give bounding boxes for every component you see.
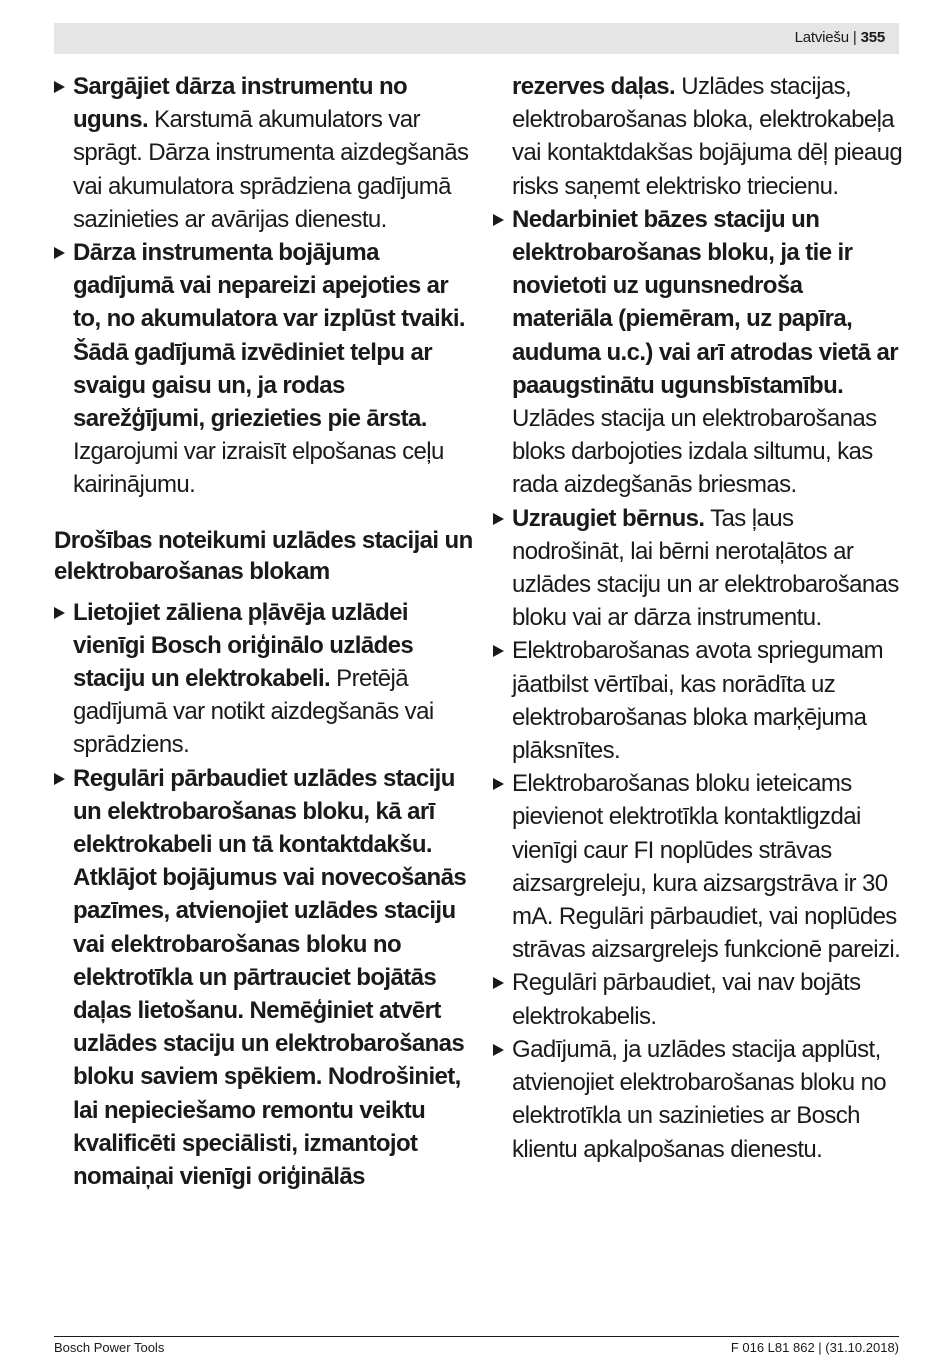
header-text (795, 29, 885, 46)
item-bold-text: Nedarbiniet bāzes staciju un elektrobarošanas bloku, ja tie ir novietoti uz ugunsnedroša materiāla (piemēram, uz papīra, auduma u.c.) vai arī atrodas vietā ar paaugstinātu ugunsbīstamību. (512, 205, 898, 399)
bullet-triangle-icon (493, 214, 504, 226)
bullet-triangle-icon (54, 773, 65, 785)
item-bold-text: Uzraugiet bērnus. (512, 504, 705, 532)
bullet-triangle-icon (54, 81, 65, 93)
safety-item (493, 203, 903, 502)
safety-item (54, 236, 474, 502)
bullet-triangle-icon (493, 513, 504, 525)
item-text: Regulāri pārbaudiet, vai nav bojāts elektrokabelis. (512, 969, 861, 1030)
safety-item (493, 502, 903, 635)
bullet-triangle-icon (493, 977, 504, 989)
item-text: Elektrobarošanas bloku ieteicams pievienot elektrotīkla kontaktligzdai vienīgi caur FI noplūdes strāvas aizsargreleju, kura aizsargstrāva ir 30 mA. Regulāri pārbaudiet, vai noplūdes strāvas aizsargrelejs funkcionē pareizi. (512, 770, 901, 964)
item-text: Izgarojumi var izraisīt elpošanas ceļu kairinājumu. (73, 438, 444, 499)
section-heading: Drošības noteikumi uzlādes stacijai un elektrobarošanas blokam (54, 526, 473, 585)
footer-brand: Bosch Power Tools (54, 1340, 165, 1355)
right-column (493, 70, 903, 1166)
item-bold-text: Regulāri pārbaudiet uzlādes staciju un elektrobarošanas bloku, kā arī elektrokabeli un tā kontaktdakšu. Atklājot bojājumus vai novecošanās pazīmes, atvienojiet uzlādes staciju vai elektrobarošanas bloku no elektrotīkla un pārtrauciet bojātās daļas lietošanu. Nemēģiniet atvērt uzlādes staciju un elektrobarošanas bloku saviem spēkiem. Nodrošiniet, lai nepieciešamo remontu veiktu kvalificēti speciālisti, izmantojot nomaiņai vienīgi oriģinālās (73, 764, 467, 1191)
safety-item (54, 596, 474, 762)
item-bold-text: Sargājiet dārza instrumentu no uguns. (73, 73, 408, 134)
footer-divider (54, 1336, 899, 1337)
item-text: Karstumā akumulators var sprāgt. Dārza instrumenta aizdegšanās vai akumulatora sprādziena gadījumā sazinieties ar avārijas dienestu. (73, 106, 469, 233)
page-number: 355 (860, 29, 885, 46)
item-text: Uzlādes stacija un elektrobarošanas bloks darbojoties izdala siltumu, kas rada aizdegšanās briesmas. (512, 405, 877, 499)
item-bold-text: Dārza instrumenta bojājuma gadījumā vai nepareizi apejoties ar to, no akumulatora var izplūst tvaiki. Šādā gadījumā izvēdiniet telpu ar svaigu gaisu un, ja rodas sarežģījumi, griezieties pie ārsta. (73, 239, 465, 433)
header-separator: | (852, 29, 857, 46)
header-language: Latviešu (794, 29, 849, 46)
item-bold-text: Lietojiet zāliena pļāvēja uzlādei vienīgi Bosch oriģinālo uzlādes staciju un elektrokabeli. (73, 598, 414, 693)
bullet-triangle-icon (493, 1044, 504, 1056)
left-column (54, 70, 474, 1193)
item-text: Elektrobarošanas avota spriegumam jāatbilst vērtībai, kas norādīta uz elektrobarošanas bloka marķējuma plāksnītes. (512, 637, 884, 765)
item-text: Uzlādes stacijas, elektrobarošanas bloka, elektrokabeļa vai kontaktdakšas bojājuma dēļ pieaug risks saņemt elektrisko triecienu. (512, 73, 903, 200)
safety-item (54, 70, 474, 236)
safety-item (493, 767, 903, 966)
page-header (54, 23, 899, 54)
item-bold-text: rezerves daļas. (512, 73, 676, 100)
continued-item (493, 70, 903, 203)
footer-doc-id: F 016 L81 862 | (31.10.2018) (730, 1340, 899, 1355)
item-text: Gadījumā, ja uzlādes stacija applūst, atvienojiet elektrobarošanas bloku no elektrotīkla un sazinieties ar Bosch klientu apkalpošanas dienestu. (512, 1035, 887, 1163)
bullet-triangle-icon (54, 247, 65, 259)
safety-item (493, 966, 903, 1032)
bullet-triangle-icon (54, 607, 65, 619)
bullet-triangle-icon (493, 645, 504, 657)
safety-item (54, 762, 474, 1194)
safety-item (493, 1033, 903, 1166)
safety-item (493, 634, 903, 767)
bullet-triangle-icon (493, 778, 504, 790)
item-text: Tas ļaus nodrošināt, lai bērni nerotaļātos ar uzlādes staciju un ar elektrobarošanas bloku vai ar dārza instrumentu. (512, 504, 899, 632)
item-text: Pretējā gadījumā var notikt aizdegšanās vai sprādziens. (73, 665, 434, 759)
